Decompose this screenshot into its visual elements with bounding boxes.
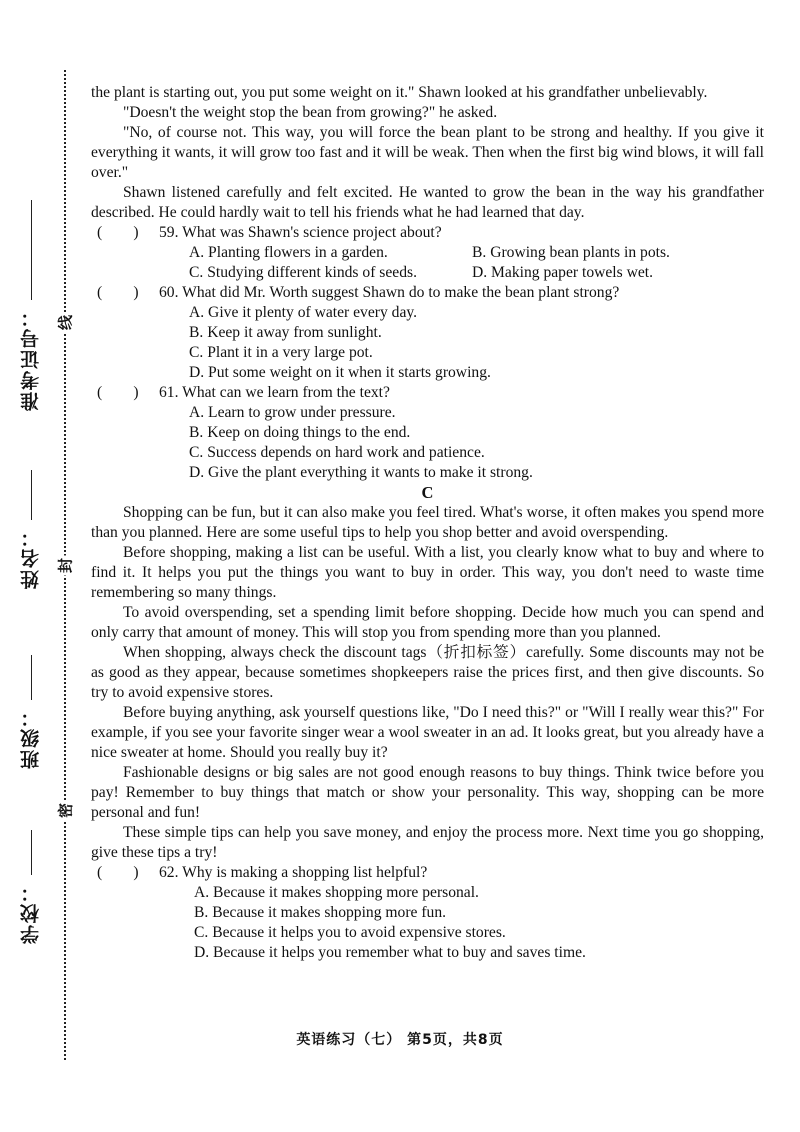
question-62 bbox=[91, 863, 764, 883]
answer-blank[interactable]: ( ) bbox=[97, 864, 139, 881]
question-61 bbox=[91, 383, 764, 403]
question-stem: 61. What can we learn from the text? bbox=[159, 384, 390, 401]
class-blank bbox=[31, 655, 32, 700]
option-b: B. Because it makes shopping more fun. bbox=[194, 904, 447, 921]
option-a: A. Learn to grow under pressure. bbox=[189, 404, 396, 421]
school-label: 学校： bbox=[18, 830, 44, 944]
option-a: A. Planting flowers in a garden. bbox=[189, 244, 388, 261]
binding-margin bbox=[0, 0, 90, 1132]
seal-mark-secret: 密 bbox=[55, 801, 76, 821]
passage-b-paragraph: "No, of course not. This way, you will force the bean plant to be strong and healthy. If you give it everything it wants, it will grow too fast and it will be weak. Then when the first big wind blows, it will fall over." bbox=[91, 124, 764, 181]
option-c: C. Studying different kinds of seeds. bbox=[189, 264, 417, 281]
option-d: D. Give the plant everything it wants to make it strong. bbox=[189, 464, 533, 481]
question-stem: 60. What did Mr. Worth suggest Shawn do to make the bean plant strong? bbox=[159, 284, 620, 301]
exam-number-blank bbox=[31, 200, 32, 300]
class-label: 班级： bbox=[18, 655, 44, 769]
school-blank bbox=[31, 830, 32, 875]
option-b: B. Keep on doing things to the end. bbox=[189, 424, 411, 441]
option-d: D. Making paper towels wet. bbox=[472, 264, 654, 281]
section-heading-c: C bbox=[421, 483, 434, 502]
option-row bbox=[91, 263, 764, 283]
name-blank bbox=[31, 470, 32, 520]
passage-c-paragraph: To avoid overspending, set a spending limit before shopping. Decide how much you can spend and only carry that amount of money. This will stop you from spending more than you planned. bbox=[91, 604, 764, 641]
seal-mark-line: 线 bbox=[55, 313, 76, 333]
question-60 bbox=[91, 283, 764, 303]
option-b: B. Keep it away from sunlight. bbox=[189, 324, 382, 341]
option-d: D. Put some weight on it when it starts growing. bbox=[189, 364, 491, 381]
answer-blank[interactable]: ( ) bbox=[97, 284, 139, 301]
option-row bbox=[91, 243, 764, 263]
passage-b-paragraph: "Doesn't the weight stop the bean from growing?" he asked. bbox=[123, 104, 498, 121]
passage-b-paragraph: Shawn listened carefully and felt excited. He wanted to grow the bean in the way his grandfather described. He could hardly wait to tell his friends what he had learned that day. bbox=[91, 184, 764, 221]
option-d: D. Because it helps you remember what to buy and saves time. bbox=[194, 944, 586, 961]
passage-c-paragraph: When shopping, always check the discount tags（折扣标签）carefully. Some discounts may not be as good as they appear, because sometimes shopkeepers raise the prices first, and then give discounts. So try to avoid expensive stores. bbox=[91, 644, 764, 701]
option-c: C. Because it helps you to avoid expensive stores. bbox=[194, 924, 506, 941]
passage-c-paragraph: Shopping can be fun, but it can also make you feel tired. What's worse, it often makes you spend more than you planned. Here are some useful tips to help you shop better and avoid overspending. bbox=[91, 504, 764, 541]
question-stem: 59. What was Shawn's science project about? bbox=[159, 224, 442, 241]
passage-c-paragraph: Before shopping, making a list can be useful. With a list, you clearly know what to buy and where to find it. It helps you put the things you want to buy in order. This way, you don't need to waste time remembering so many things. bbox=[91, 544, 764, 601]
answer-blank[interactable]: ( ) bbox=[97, 384, 139, 401]
name-label: 姓名： bbox=[18, 470, 44, 589]
question-59 bbox=[91, 223, 764, 243]
seal-mark-seal: 封 bbox=[55, 556, 76, 576]
passage-c-paragraph: Before buying anything, ask yourself questions like, "Do I need this?" or "Will I really wear this?" For example, if you see your favorite singer wear a wool sweater in an ad. It looks great, but you already have a nice sweater at home. Should you really buy it? bbox=[91, 704, 764, 761]
page-footer: 英语练习（七） 第5页，共8页 bbox=[296, 1032, 504, 1048]
option-b: B. Growing bean plants in pots. bbox=[472, 244, 670, 261]
option-a: A. Because it makes shopping more personal. bbox=[194, 884, 479, 901]
exam-number-label: 准考证号： bbox=[18, 200, 44, 411]
passage-c-paragraph: These simple tips can help you save money, and enjoy the process more. Next time you go shopping, give these tips a try! bbox=[91, 824, 764, 861]
page-content bbox=[91, 83, 764, 963]
option-c: C. Plant it in a very large pot. bbox=[189, 344, 373, 361]
option-a: A. Give it plenty of water every day. bbox=[189, 304, 418, 321]
passage-b-paragraph: the plant is starting out, you put some weight on it." Shawn looked at his grandfather unbelievably. bbox=[91, 84, 708, 101]
option-c: C. Success depends on hard work and patience. bbox=[189, 444, 485, 461]
passage-c-paragraph: Fashionable designs or big sales are not good enough reasons to buy things. Think twice before you pay! Remember to buy things that match or show your personality. This way, shopping can be more personal and fun! bbox=[91, 764, 764, 821]
answer-blank[interactable]: ( ) bbox=[97, 224, 139, 241]
question-stem: 62. Why is making a shopping list helpful? bbox=[159, 864, 428, 881]
